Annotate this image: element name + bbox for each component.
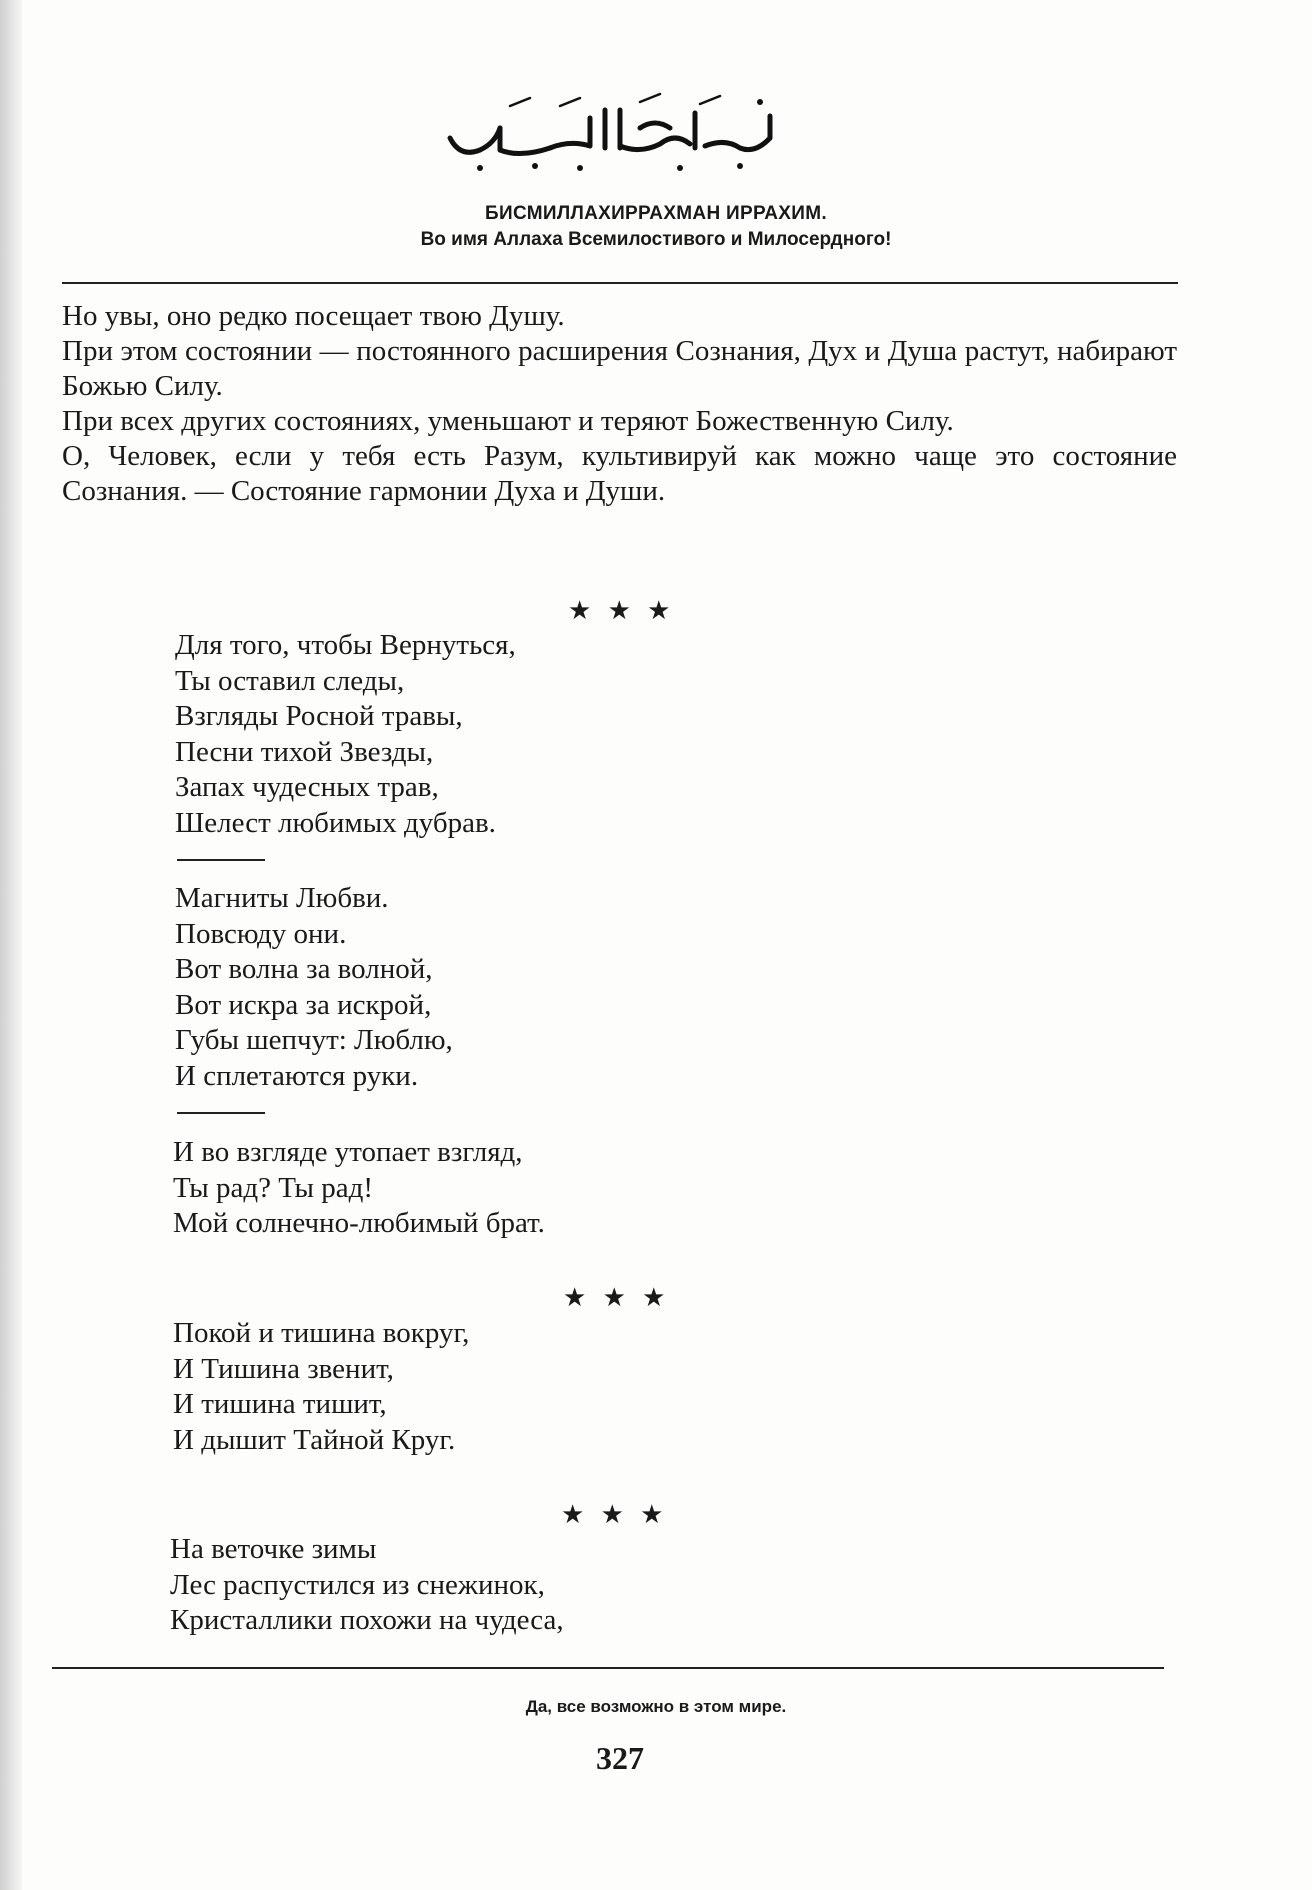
stanza-dash — [177, 859, 265, 861]
page-number: 327 — [596, 1740, 644, 1776]
poem-line: Покой и тишина вокруг, — [173, 1317, 470, 1349]
poem-line: Запах чудесных трав, — [175, 771, 439, 803]
poem-line: Ты оставил следы, — [175, 664, 405, 697]
poem-line: Взгляды Росной травы, — [175, 700, 463, 732]
poem3 — [170, 1532, 564, 1639]
poem-line: На веточке зимы — [170, 1533, 377, 1565]
poem-line: Губы шепчут: Люблю, — [175, 1024, 453, 1056]
arabic-calligraphy — [440, 88, 790, 183]
prose-paragraph: При этом состоянии — постоянного расширения Сознания, Дух и Душа растут, набирают Божью Силу. — [62, 335, 1177, 402]
poem1-stanza1 — [175, 628, 516, 841]
prose-block — [62, 299, 1177, 509]
poem-line: И сплетаются руки. — [175, 1059, 419, 1092]
poem-line: Ты рад? Ты рад! — [173, 1171, 374, 1204]
prose-paragraph: О, Человек, если у тебя есть Разум, культивируй как можно чаще это состояние Сознания. — Состояние гармонии Духа и Души. — [62, 440, 1177, 507]
top-divider — [62, 282, 1178, 284]
prose-paragraph: При всех других состояниях, уменьшают и теряют Божественную Силу. — [62, 405, 954, 437]
poem-line: Вот искра за искрой, — [175, 988, 432, 1021]
section-separator: ★ ★ ★ — [561, 1500, 668, 1530]
prose-paragraph: Но увы, оно редко посещает твою Душу. — [62, 300, 565, 332]
poem-line: Для того, чтобы Вернуться, — [175, 629, 516, 661]
poem2 — [173, 1316, 469, 1458]
poem-line: И дышит Тайной Круг. — [173, 1423, 456, 1456]
poem-line: Лес распустился из снежинок, — [170, 1568, 545, 1601]
header-subtitle: Во имя Аллаха Всемилостивого и Милосердного! — [420, 229, 892, 250]
poem-line: Повсюду они. — [175, 917, 347, 950]
poem-line: Кристаллики похожи на чудеса, — [170, 1604, 564, 1636]
header-title: БИСМИЛЛАХИРРАХМАН ИРРАХИМ. — [485, 203, 827, 224]
poem1-stanza3 — [173, 1135, 545, 1242]
poem-line: Вот волна за волной, — [175, 953, 433, 985]
bottom-divider — [52, 1667, 1164, 1669]
poem-line: Песни тихой Звезды, — [175, 735, 434, 768]
poem-line: И Тишина звенит, — [173, 1352, 394, 1385]
poem-line: И во взгляде утопает взгляд, — [173, 1136, 523, 1168]
stanza-dash — [177, 1112, 265, 1114]
section-separator: ★ ★ ★ — [563, 1283, 670, 1313]
page-edge-shadow — [0, 0, 22, 1890]
poem-line: Мой солнечно-любимый брат. — [173, 1207, 545, 1239]
poem-line: И тишина тишит, — [173, 1388, 387, 1420]
poem-line: Шелест любимых дубрав. — [175, 806, 496, 839]
poem-line: Магниты Любви. — [175, 882, 389, 914]
section-separator: ★ ★ ★ — [568, 596, 675, 626]
footer-note: Да, все возможно в этом мире. — [525, 1697, 787, 1716]
poem1-stanza2 — [175, 881, 453, 1094]
